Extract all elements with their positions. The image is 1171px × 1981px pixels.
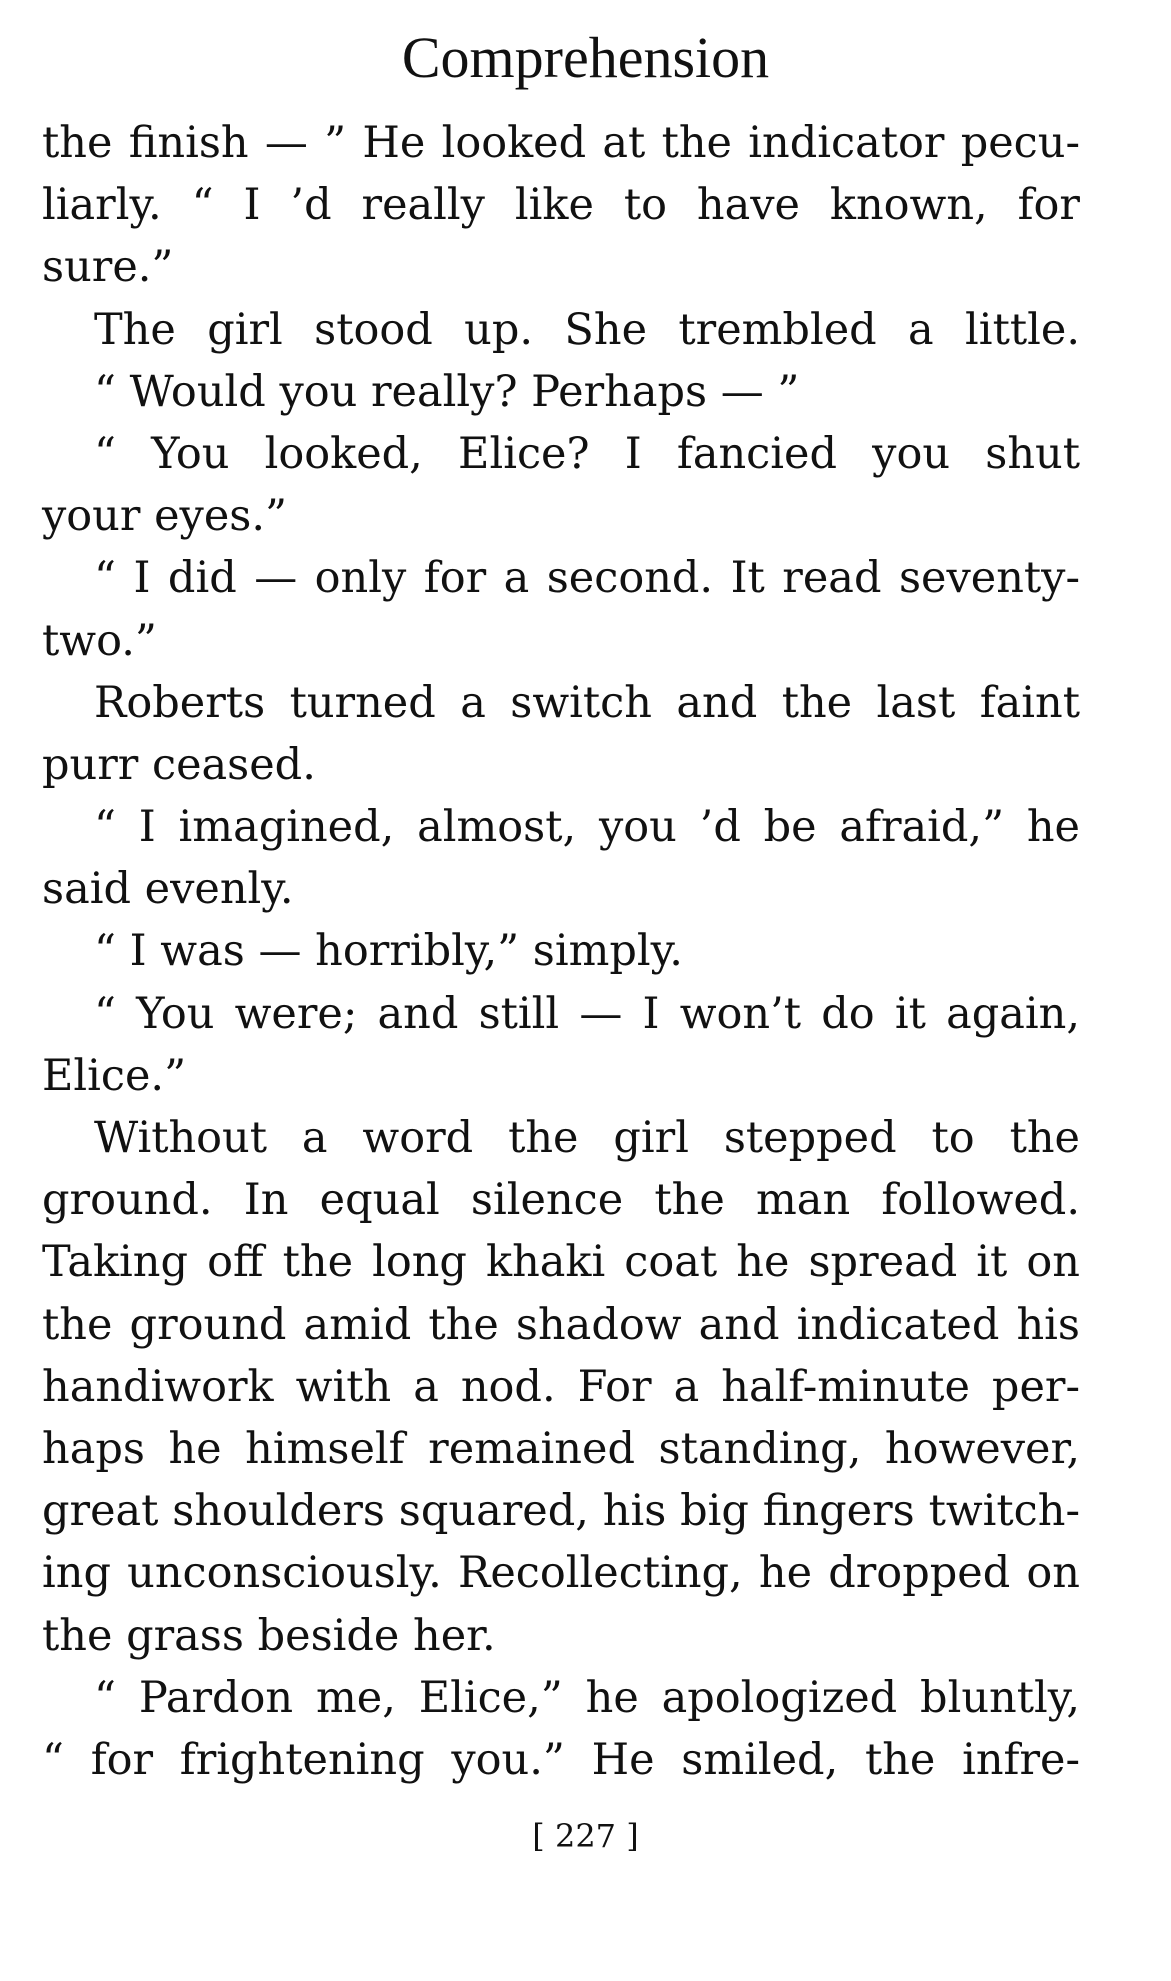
text-line: the ground amid the shadow and indicated his	[42, 1299, 1080, 1350]
text-line: liarly. “ I ’d really like to have known, for	[42, 180, 1080, 231]
text-line: your eyes.”	[42, 491, 288, 542]
text-line: two.”	[42, 615, 157, 666]
text-line: The girl stood up. She trembled a little.	[94, 304, 1080, 355]
text-line: purr ceased.	[42, 739, 316, 790]
running-head: Comprehension	[401, 25, 770, 90]
text-line: Taking off the long khaki coat he spread it on	[42, 1237, 1080, 1288]
text-line: “ for frightening you.” He smiled, the infre-	[42, 1734, 1080, 1785]
page-number: [ 227 ]	[532, 1817, 639, 1855]
text-line: “ I was — horribly,” simply.	[94, 926, 683, 977]
text-line: Roberts turned a switch and the last faint	[94, 677, 1080, 728]
text-line: ground. In equal silence the man followed.	[42, 1175, 1080, 1226]
text-line: “ Would you really? Perhaps — ”	[94, 366, 800, 417]
body-text	[42, 112, 1080, 1791]
text-line: haps he himself remained standing, however,	[42, 1423, 1080, 1474]
text-line: sure.”	[42, 242, 174, 293]
text-line: the finish — ” He looked at the indicator pecu-	[42, 118, 1080, 168]
text-line: great shoulders squared, his big fingers twitch-	[42, 1486, 1080, 1537]
text-line: “ I imagined, almost, you ’d be afraid,” he	[94, 802, 1080, 853]
text-line: “ I did — only for a second. It read seventy-	[94, 553, 1080, 604]
text-line: said evenly.	[42, 864, 294, 915]
text-line: ing unconsciously. Recollecting, he dropped on	[42, 1548, 1080, 1599]
text-line: Elice.”	[42, 1050, 187, 1101]
text-line: “ You were; and still — I won’t do it again,	[94, 988, 1080, 1039]
text-line: handiwork with a nod. For a half-minute per-	[42, 1361, 1080, 1412]
text-line: Without a word the girl stepped to the	[94, 1113, 1080, 1163]
text-line: “ Pardon me, Elice,” he apologized bluntly,	[94, 1672, 1080, 1723]
text-line: “ You looked, Elice? I fancied you shut	[94, 428, 1080, 479]
text-line: the grass beside her.	[42, 1610, 496, 1661]
